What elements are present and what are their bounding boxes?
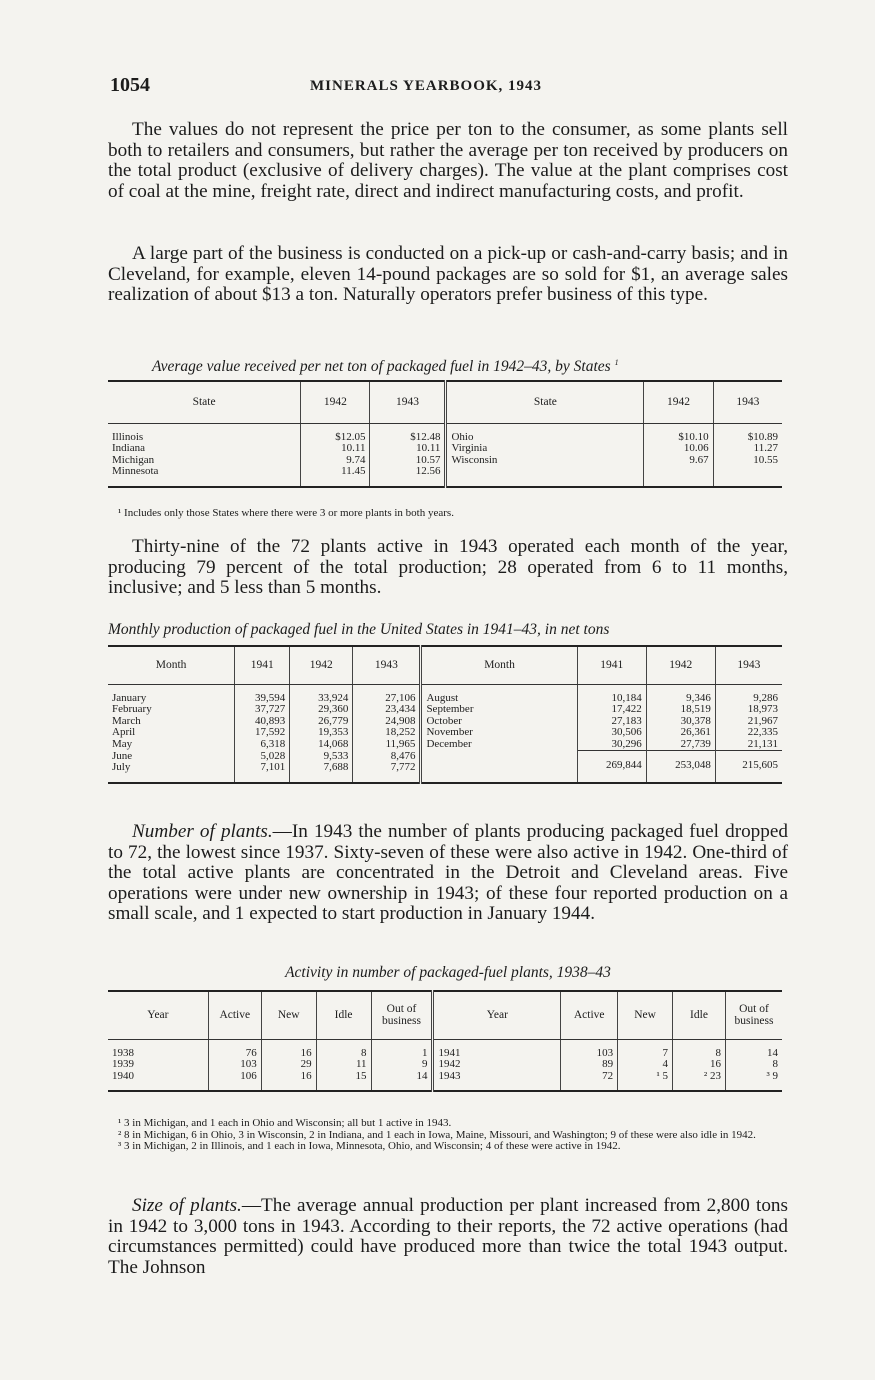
table2-value: 27,106 (353, 693, 421, 705)
table3-footnote: ² 8 in Michigan, 6 in Ohio, 3 in Wisconsin, 2 in Indiana, and 1 each in Iowa, Maine, Missouri, and Washington; 9 of these were also idle in 1942. (118, 1128, 756, 1141)
table1-value: 9.74 (301, 455, 370, 467)
table2-month: February (108, 704, 235, 716)
table3-caption: Activity in number of packaged-fuel plants, 1938–43 (285, 964, 611, 981)
table2-value: 27,739 (646, 739, 715, 751)
table3-footnotes (108, 1118, 788, 1153)
table2-value: 17,422 (577, 704, 646, 716)
table2-value: 30,296 (577, 739, 646, 751)
table1-state: Indiana (108, 443, 301, 455)
table2-header-1941: 1941 (235, 646, 290, 684)
table-row (108, 1059, 782, 1071)
table3-header-new: New (261, 991, 316, 1039)
table3-value: 16 (673, 1059, 726, 1071)
table2-value: 18,519 (646, 704, 715, 716)
table-row (108, 727, 782, 739)
table2-value: 27,183 (577, 716, 646, 728)
table3-header-new-2: New (618, 991, 673, 1039)
table2-value: 26,779 (290, 716, 353, 728)
table3-year: 1938 (108, 1048, 208, 1060)
table3-year: 1943 (433, 1071, 561, 1083)
table3-value: ¹ 5 (618, 1071, 673, 1083)
table3-header-out-of-business: Out of business (371, 991, 433, 1039)
table2-value: 22,335 (747, 726, 778, 738)
running-title: MINERALS YEARBOOK, 1943 (310, 78, 543, 94)
table3-value: 14 (371, 1071, 433, 1083)
table1-value: $12.48 (370, 432, 446, 444)
table2-value: 14,068 (290, 739, 353, 751)
number-of-plants-heading: Number of plants. (132, 821, 273, 842)
table1-state: Illinois (108, 432, 301, 444)
table1-value: $10.10 (644, 432, 713, 444)
table1-header-1943-2: 1943 (713, 381, 782, 423)
table2-value: 7,772 (353, 762, 421, 774)
table2-header-1943: 1943 (353, 646, 421, 684)
table1-footnote-text: ¹ Includes only those States where there were 3 or more plants in both years. (118, 507, 454, 519)
table2-value: 24,908 (353, 716, 421, 728)
table3-value: 106 (208, 1071, 261, 1083)
table2-value: 17,592 (235, 727, 290, 739)
table3-year: 1941 (433, 1048, 561, 1060)
size-of-plants-text: —The average annual production per plant increased from 2,800 tons in 1942 to 3,000 tons in 1943. According to their reports, the 72 active operations (had circumstances permitted) could have produced more than twice the total 1943 output. The Johnson (108, 1195, 788, 1278)
table1-caption-text: Average value received per net ton of packaged fuel in 1942–43, by States (152, 358, 611, 376)
table3-value: 16 (261, 1071, 316, 1083)
table3-value: ³ 9 (766, 1069, 778, 1082)
table1-caption (152, 358, 782, 376)
number-of-plants-text: —In 1943 the number of plants producing packaged fuel dropped to 72, the lowest since 1937. Sixty-seven of these were also active in 1942. One-third of the total active plants are concentrated in the Detroit and Cleveland areas. Five operations were under new ownership in 1943; of these four reported production on a small scale, and 1 expected to start production in January 1944. (108, 821, 788, 924)
table1-state: Minnesota (108, 466, 301, 478)
table3 (108, 990, 782, 1092)
table3-value: 9 (371, 1059, 433, 1071)
table2-month: September (421, 704, 577, 716)
table2 (108, 645, 782, 784)
table3-value: 11 (316, 1059, 371, 1071)
table2-value: 9,286 (753, 691, 778, 704)
table1-header-state: State (108, 381, 301, 423)
table2-value: 33,924 (290, 693, 353, 705)
table3-footnote: ¹ 3 in Michigan, and 1 each in Ohio and Wisconsin; all but 1 active in 1943. (118, 1117, 452, 1129)
table3-year: 1940 (108, 1071, 208, 1083)
table3-year: 1939 (108, 1059, 208, 1071)
paragraph-operations: Thirty-nine of the 72 plants active in 1943 operated each month of the year, producing 79 percent of the total production; 28 operated from 6 to 11 months, inclusive; and 5 less than 5 months. (108, 536, 788, 598)
table2-month: December (421, 739, 577, 751)
table3-value: 8 (772, 1058, 778, 1070)
table2-value: 10,184 (577, 693, 646, 705)
table2-month: May (108, 739, 235, 751)
table1-value: 11.27 (753, 442, 778, 454)
table1-value: 10.06 (644, 443, 713, 455)
table2-value: 9,533 (290, 751, 353, 763)
table3-header-year: Year (108, 991, 208, 1039)
table1-caption-sup: 1 (614, 358, 619, 367)
table3-value: 76 (208, 1048, 261, 1060)
table2-value: 40,893 (235, 716, 290, 728)
table2-value: 5,028 (235, 751, 290, 763)
table2-header-1943-2: 1943 (715, 646, 782, 684)
table2-value: 21,967 (747, 714, 778, 727)
table2-month: August (421, 693, 577, 705)
table2-value: 26,361 (646, 727, 715, 739)
paragraph-number-of-plants (108, 822, 788, 925)
table3-value: 103 (561, 1048, 618, 1060)
table2-value: 30,378 (646, 716, 715, 728)
table3-value: 8 (316, 1048, 371, 1060)
table2-value: 29,360 (290, 704, 353, 716)
table1-header-1943: 1943 (370, 381, 446, 423)
table2-value: 37,727 (235, 704, 290, 716)
table2-header-month-2: Month (421, 646, 577, 684)
table2-month: November (421, 727, 577, 739)
table1-state: Virginia (446, 443, 644, 455)
table2-value: 8,476 (353, 751, 421, 763)
table2-value: 21,131 (747, 737, 778, 750)
table3-value: ² 23 (673, 1071, 726, 1083)
table1-value: 10.57 (370, 455, 446, 467)
table2-month: March (108, 716, 235, 728)
table2-value: 7,688 (290, 762, 353, 774)
table-row (108, 751, 782, 763)
table2-caption: Monthly production of packaged fuel in the United States in 1941–43, in net tons (108, 621, 610, 638)
table2-month: July (108, 762, 235, 774)
table3-header-out-of-business-2: Out of business (725, 991, 782, 1039)
table2-total: 215,605 (715, 751, 782, 774)
table1-value: $12.05 (301, 432, 370, 444)
table2-value: 7,101 (235, 762, 290, 774)
table3-header-year-2: Year (433, 991, 561, 1039)
table2-month: October (421, 716, 577, 728)
page-header (110, 74, 780, 104)
table2-value: 19,353 (290, 727, 353, 739)
table2-value: 6,318 (235, 739, 290, 751)
table1 (108, 380, 782, 488)
table3-value: 8 (673, 1048, 726, 1060)
table1-value: 10.11 (370, 443, 446, 455)
paragraph-size-of-plants (108, 1196, 788, 1278)
table3-value: 89 (561, 1059, 618, 1071)
table1-value: 11.45 (301, 466, 370, 478)
table-row (108, 432, 782, 444)
table2-value: 9,346 (646, 693, 715, 705)
table1-state: Michigan (108, 455, 301, 467)
table2-total: 269,844 (577, 751, 646, 774)
table-row (108, 1071, 782, 1083)
table2-value: 39,594 (235, 693, 290, 705)
table2-month: April (108, 727, 235, 739)
table3-header-active-2: Active (561, 991, 618, 1039)
table1-header-1942: 1942 (301, 381, 370, 423)
table2-total: 253,048 (646, 751, 715, 774)
table1-value: $10.89 (747, 430, 778, 443)
table3-value: 15 (316, 1071, 371, 1083)
table3-value: 29 (261, 1059, 316, 1071)
table2-header-1941-2: 1941 (577, 646, 646, 684)
table2-value: 18,973 (747, 703, 778, 715)
table-row (108, 739, 782, 751)
table2-header-month: Month (108, 646, 235, 684)
table-row (108, 466, 782, 478)
table-row (108, 704, 782, 716)
table3-header-idle: Idle (316, 991, 371, 1039)
table3-year: 1942 (433, 1059, 561, 1071)
table3-value: 14 (767, 1046, 778, 1059)
size-of-plants-heading: Size of plants. (132, 1195, 242, 1216)
table-row (108, 455, 782, 467)
table1-value: 12.56 (370, 466, 446, 478)
table2-value: 30,506 (577, 727, 646, 739)
table2-month: June (108, 751, 235, 763)
table1-state: Wisconsin (446, 455, 644, 467)
table3-value: 4 (618, 1059, 673, 1071)
table2-header-1942: 1942 (290, 646, 353, 684)
page-number: 1054 (110, 74, 150, 96)
table3-value: 103 (208, 1059, 261, 1071)
table2-header-1942-2: 1942 (646, 646, 715, 684)
table1-footnote (108, 508, 788, 520)
table3-footnote: ³ 3 in Michigan, 2 in Illinois, and 1 each in Iowa, Minnesota, Ohio, and Wisconsin; 4 of these were active in 1942. (118, 1140, 621, 1152)
table2-value: 18,252 (353, 727, 421, 739)
table3-header-idle-2: Idle (673, 991, 726, 1039)
table-row (108, 443, 782, 455)
table2-value: 23,434 (353, 704, 421, 716)
table1-value: 9.67 (644, 455, 713, 467)
table3-header-active: Active (208, 991, 261, 1039)
table1-header-1942-2: 1942 (644, 381, 713, 423)
table2-value: 11,965 (353, 739, 421, 751)
table3-value: 1 (371, 1048, 433, 1060)
table3-value: 72 (561, 1071, 618, 1083)
table2-month: January (108, 693, 235, 705)
table1-state: Ohio (446, 432, 644, 444)
table3-value: 7 (618, 1048, 673, 1060)
paragraph-business: A large part of the business is conducted on a pick-up or cash-and-carry basis; and in Cleveland, for example, eleven 14-pound packages are so sold for $1, an average sales realization of about $13 a ton. Naturally operators prefer business of this type. (108, 243, 788, 305)
table1-value: 10.11 (301, 443, 370, 455)
table1-value: 10.55 (753, 453, 778, 466)
table1-header-state-2: State (446, 381, 644, 423)
paragraph-values: The values do not represent the price per ton to the consumer, as some plants sell both to retailers and consumers, but rather the average per ton received by producers on the total product (exclusive of delivery charges). The value at the plant comprises cost of coal at the mine, freight rate, direct and indirect manufacturing costs, and profit. (108, 119, 788, 202)
table3-value: 16 (261, 1048, 316, 1060)
